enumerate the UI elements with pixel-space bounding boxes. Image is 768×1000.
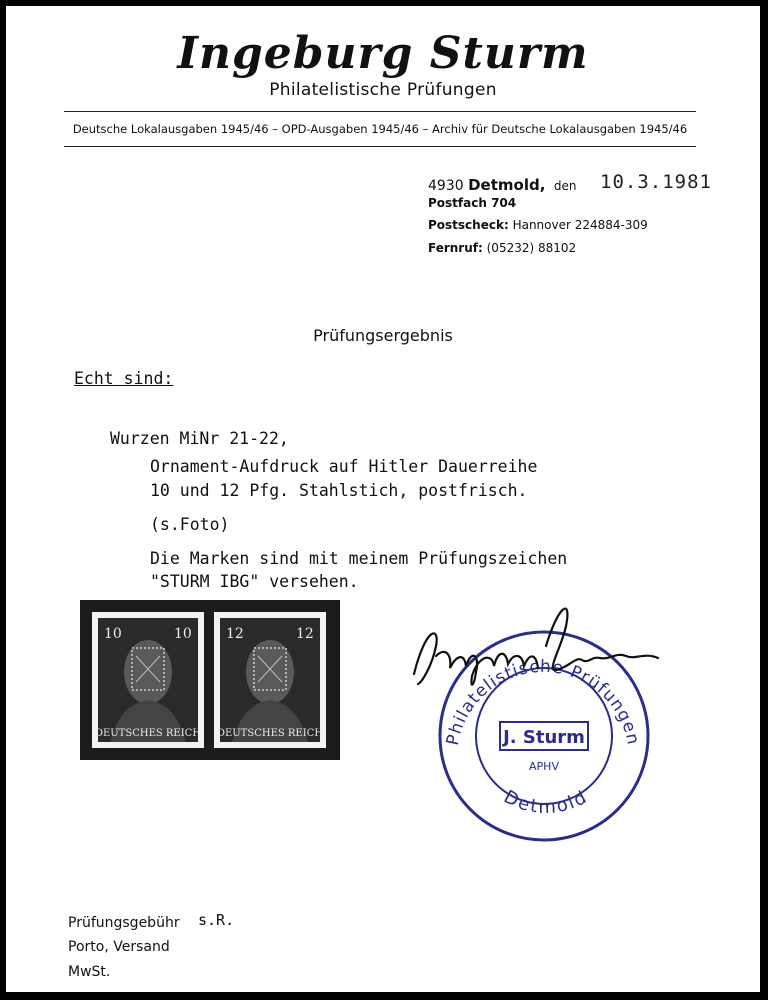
postcode: 4930 <box>428 178 464 194</box>
bottom-rule <box>64 146 696 147</box>
postscheck-value: Hannover 224884-309 <box>512 218 648 232</box>
fee-mwst: MwSt. <box>68 964 111 980</box>
certificate-date: 10.3.1981 <box>600 171 712 193</box>
result-heading: Prüfungsergebnis <box>313 326 453 345</box>
stamp-10 <box>92 612 204 748</box>
fee-pruef-label: Prüfungsgebühr <box>68 915 180 931</box>
marks-line-2: "STURM IBG" versehen. <box>150 572 359 591</box>
stamp-12 <box>214 612 326 748</box>
top-rule <box>64 111 696 112</box>
den-label: den <box>553 179 577 193</box>
stamp-1-value-left: 10 <box>104 626 122 642</box>
fee-pruef-row <box>68 915 180 931</box>
postscheck-label: Postscheck: <box>428 218 509 232</box>
echt-sind: Echt sind: <box>74 369 174 388</box>
stamp-photo <box>80 600 340 760</box>
stamp-1-text: DEUTSCHES REICH <box>94 728 202 739</box>
description-line-1: Ornament-Aufdruck auf Hitler Dauerreihe <box>150 457 538 476</box>
marks-line-1: Die Marken sind mit meinem Prüfungszeichen <box>150 549 568 568</box>
letterhead-subtitle: Philatelistische Prüfungen <box>269 80 497 100</box>
description-line-2: 10 und 12 Pfg. Stahlstich, postfrisch. <box>150 481 528 500</box>
seal-and-signature <box>396 586 696 846</box>
postfach-text: Postfach 704 <box>428 196 517 210</box>
fernruf <box>428 241 576 255</box>
stamp-1-value-right: 10 <box>174 626 192 642</box>
fee-pruef-value: s.R. <box>198 911 235 929</box>
fernruf-label: Fernruf: <box>428 241 483 255</box>
postfach <box>428 196 516 210</box>
postscheck <box>428 218 648 232</box>
stamp-photo-graphic <box>80 600 340 760</box>
fernruf-value: (05232) 88102 <box>486 241 577 255</box>
stamp-2-value-right: 12 <box>296 626 314 642</box>
stamp-2-text: DEUTSCHES REICH <box>216 728 324 739</box>
seal-bottom-text-path: Detmold <box>500 786 592 819</box>
certificate-page <box>6 6 760 992</box>
item-line: Wurzen MiNr 21-22, <box>110 429 289 448</box>
letterhead-name: Ingeburg Sturm <box>177 28 589 79</box>
city-line <box>428 176 576 194</box>
fee-porto: Porto, Versand <box>68 939 170 955</box>
series-line: Deutsche Lokalausgaben 1945/46 – OPD-Ausgaben 1945/46 – Archiv für Deutsche Lokalausgaben 1945/46 <box>72 122 688 136</box>
official-seal <box>440 632 648 840</box>
seal-ring-text-path: Philatelistische Prüfungen <box>442 656 644 748</box>
stamp-2-value-left: 12 <box>226 626 244 642</box>
seal-aphv: APHV <box>529 760 559 773</box>
city-name: Detmold, <box>468 176 546 194</box>
foto-note: (s.Foto) <box>150 515 230 534</box>
seal-bottom-text <box>500 786 591 818</box>
seal-center-name: J. Sturm <box>503 727 585 748</box>
